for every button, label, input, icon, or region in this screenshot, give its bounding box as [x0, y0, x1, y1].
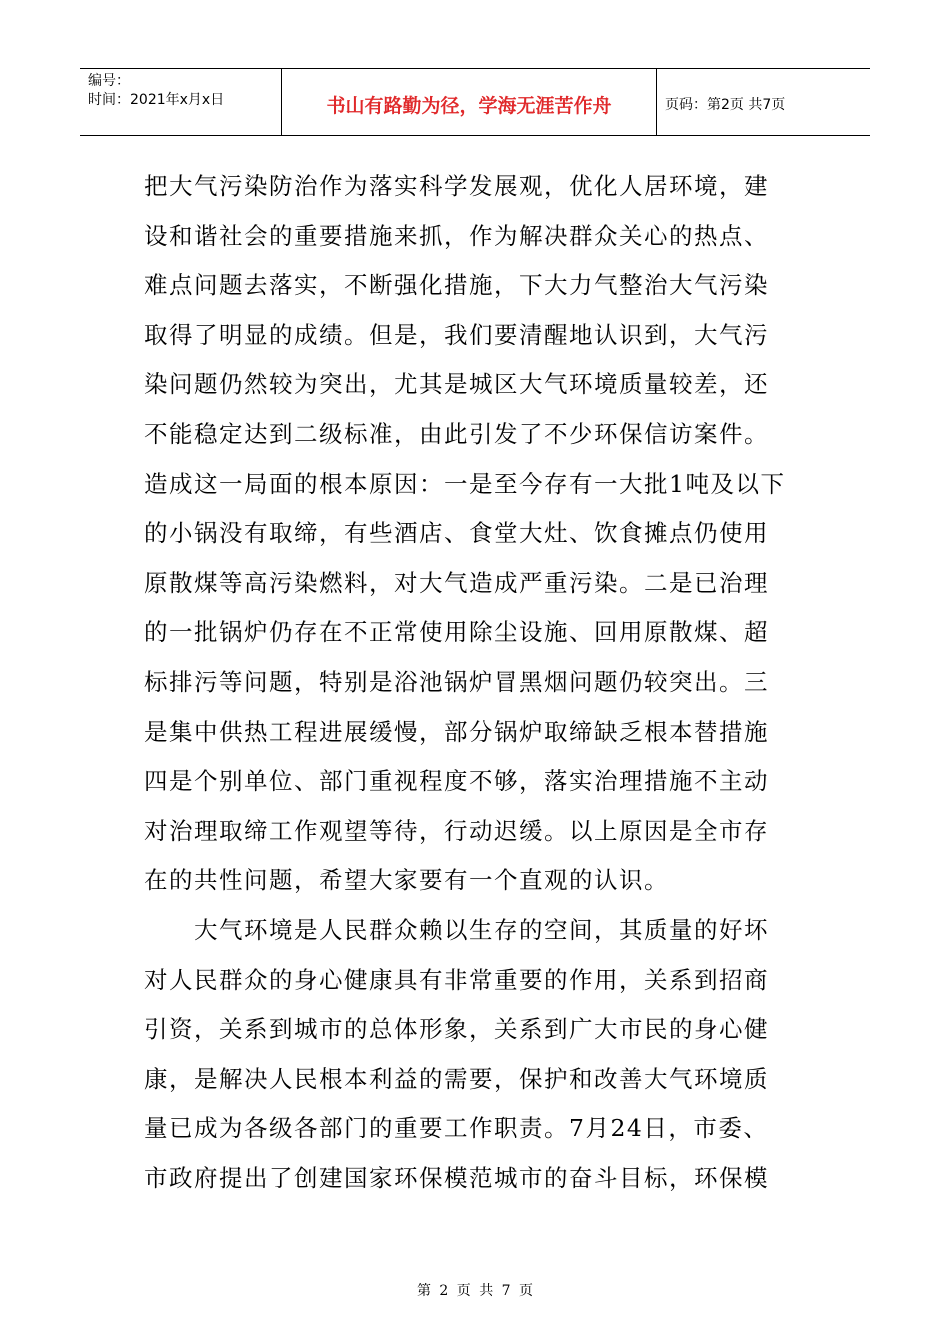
- body-line: 把大气污染防治作为落实科学发展观，优化人居环境，建: [144, 172, 769, 200]
- page-footer: 第 2 页 共 7 页: [416, 1283, 534, 1299]
- header-motto: 书山有路勤为径，学海无涯苦作舟: [282, 69, 657, 135]
- page-header: [80, 68, 870, 136]
- body-line: 染问题仍然较为突出，尤其是城区大气环境质量较差，还: [144, 370, 769, 399]
- body-line: 的一批锅炉仍存在不正常使用除尘设施、回用原散煤、超: [144, 618, 769, 647]
- body-line: 在的共性问题，希望大家要有一个直观的认识。: [144, 866, 669, 895]
- body-line: 引资，关系到城市的总体形象，关系到广大市民的身心健: [144, 1015, 769, 1044]
- body-line: 原散煤等高污染燃料，对大气造成严重污染。二是已治理: [144, 568, 769, 597]
- body-line: 的小锅没有取缔，有些酒店、食堂大灶、饮食摊点仍使用: [144, 519, 769, 548]
- body-line: 康，是解决人民根本利益的需要，保护和改善大气环境质: [144, 1064, 769, 1093]
- document-number-label: 编号：: [88, 73, 130, 89]
- body-line: 是集中供热工程进展缓慢，部分锅炉取缔缺乏根本替措施: [144, 717, 769, 746]
- header-page-info: 页码：第2页 共7页: [665, 97, 786, 113]
- body-line: 对人民群众的身心健康具有非常重要的作用，关系到招商: [144, 965, 769, 994]
- body-line: 造成这一局面的根本原因：一是至今存有一大批1吨及以下: [144, 469, 786, 498]
- body-line: 不能稳定达到二级标准，由此引发了不少环保信访案件。: [144, 419, 769, 448]
- header-meta: [80, 69, 282, 135]
- body-line: 取得了明显的成绩。但是，我们要清醒地认识到，大气污: [144, 320, 769, 349]
- body-line: 市政府提出了创建国家环保模范城市的奋斗目标，环保模: [144, 1163, 769, 1192]
- body-line: 四是个别单位、部门重视程度不够，落实治理措施不主动: [144, 767, 769, 796]
- body-line: 量已成为各级各部门的重要工作职责。7月24日，市委、: [144, 1114, 769, 1143]
- paragraph-start-line: 大气环境是人民群众赖以生存的空间，其质量的好坏: [194, 915, 769, 944]
- document-body: [144, 162, 808, 1203]
- document-time-label: 时间：2021年x月x日: [88, 92, 225, 108]
- body-line: 标排污等问题，特别是浴池锅炉冒黑烟问题仍较突出。三: [144, 667, 769, 696]
- body-line: 对治理取缔工作观望等待，行动迟缓。以上原因是全市存: [144, 816, 769, 845]
- body-line: 难点问题去落实，不断强化措施，下大力气整治大气污染: [144, 271, 769, 300]
- body-line: 设和谐社会的重要措施来抓，作为解决群众关心的热点、: [144, 221, 769, 250]
